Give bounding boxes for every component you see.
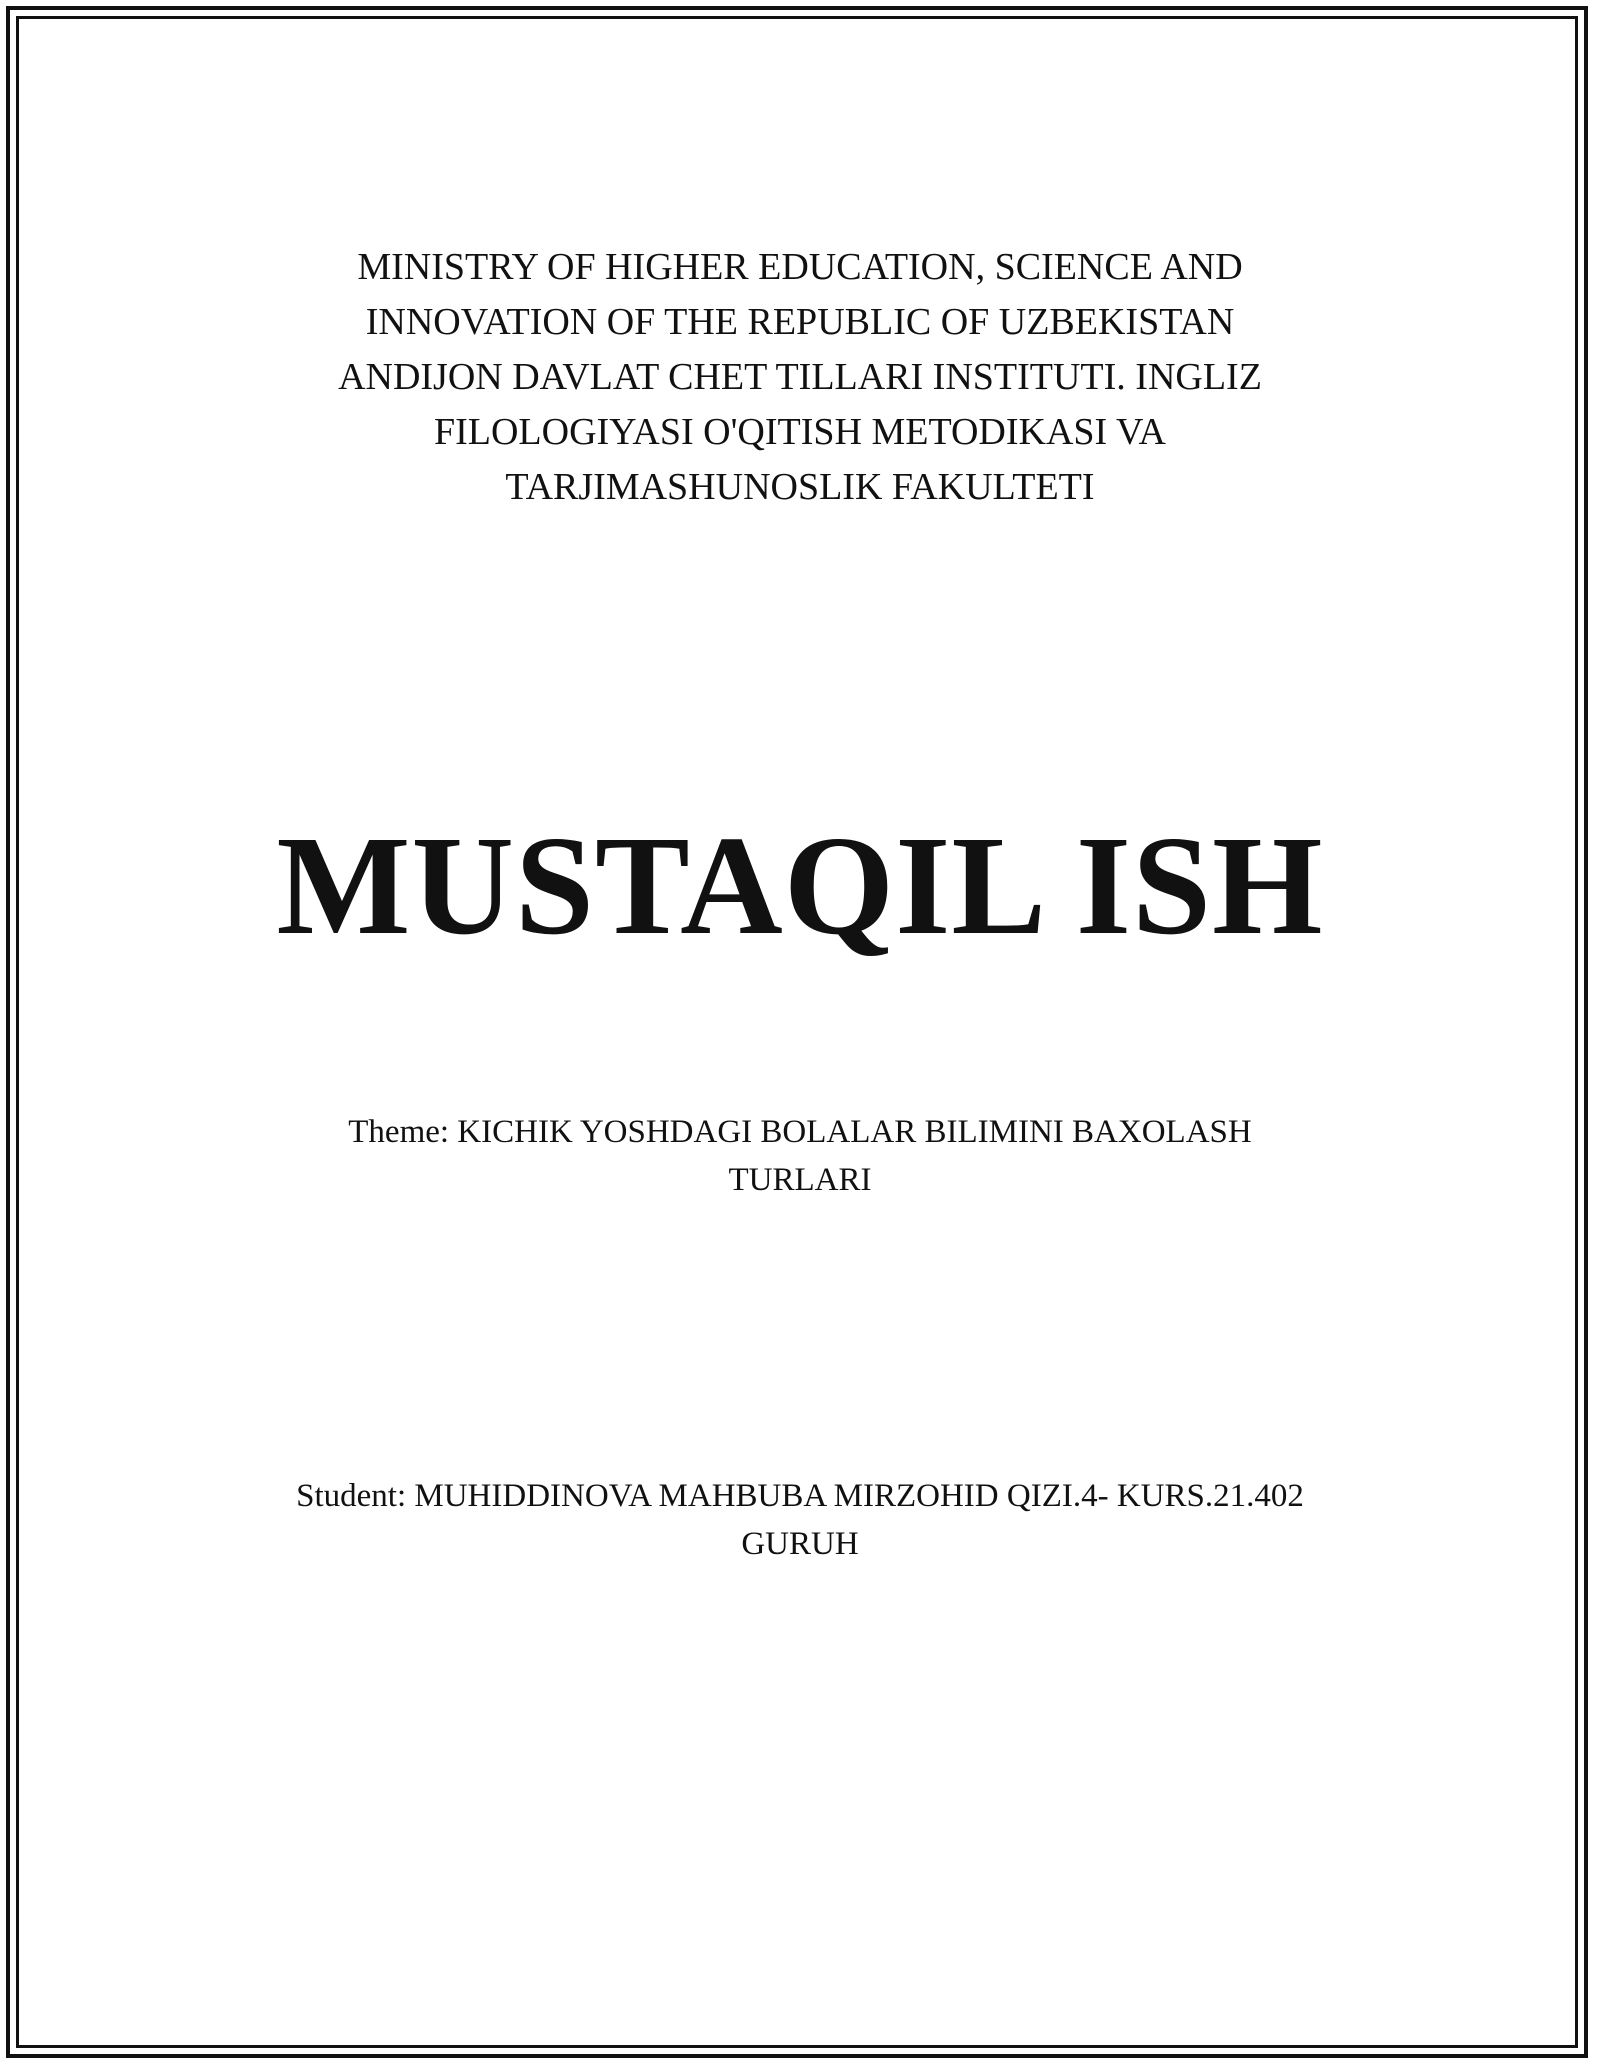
ministry-line: ANDIJON DAVLAT CHET TILLARI INSTITUTI. INGLIZ [338,356,1262,398]
theme-line: TURLARI [728,1162,872,1198]
student-line: Student: MUHIDDINOVA MAHBUBA MIRZOHID QIZI.4- KURS.21.402 [296,1478,1304,1514]
student-block [150,1472,1450,1568]
theme-line: Theme: KICHIK YOSHDAGI BOLALAR BILIMINI BAXOLASH [348,1114,1252,1150]
ministry-line: TARJIMASHUNOSLIK FAKULTETI [505,466,1095,508]
ministry-line: INNOVATION OF THE REPUBLIC OF UZBEKISTAN [365,301,1235,343]
ministry-header [200,240,1400,515]
student-line: GURUH [741,1526,859,1562]
ministry-line: MINISTRY OF HIGHER EDUCATION, SCIENCE AND [357,246,1243,288]
ministry-line: FILOLOGIYASI O'QITISH METODIKASI VA [433,411,1167,453]
document-title: MUSTAQIL ISH [276,806,1324,964]
theme-block [200,1108,1400,1204]
